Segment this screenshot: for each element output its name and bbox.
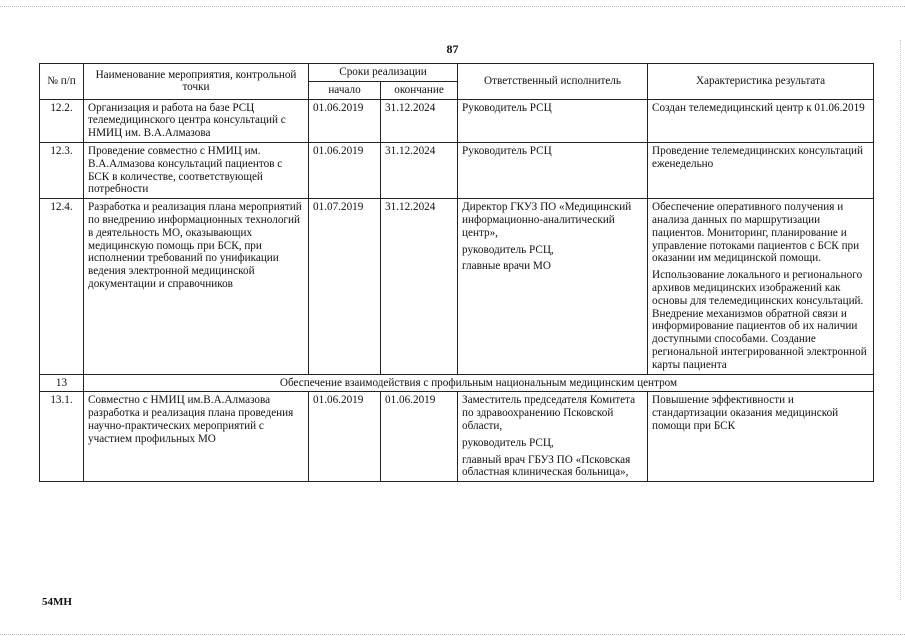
executor-line: руководитель РСЦ, xyxy=(462,436,554,449)
row-name: Проведение совместно с НМИЦ им. В.А.Алмазова консультаций пациентов с БСК в количестве, соответствующей потребности xyxy=(84,142,309,198)
row-end: 01.06.2019 xyxy=(381,392,458,482)
row-start: 01.06.2019 xyxy=(309,392,381,482)
section-num: 13 xyxy=(40,374,84,392)
result-paragraph: Проведение телемедицинских консультаций еженедельно xyxy=(652,144,864,170)
row-num: 12.4. xyxy=(40,199,84,374)
scan-bottom-edge xyxy=(0,634,905,635)
page-number: 87 xyxy=(446,42,459,56)
plan-table xyxy=(39,63,874,482)
table-row xyxy=(40,199,874,374)
header-name: Наименование мероприятия, контрольной точки xyxy=(84,64,309,100)
executor-line: Директор ГКУЗ ПО «Медицинский информационно-аналитический центр», xyxy=(462,201,632,239)
header-row xyxy=(40,64,874,82)
row-num: 13.1. xyxy=(40,392,84,482)
executor-line: руководитель РСЦ, xyxy=(462,243,554,256)
table-row xyxy=(40,142,874,198)
row-start: 01.07.2019 xyxy=(309,199,381,374)
row-executor xyxy=(458,99,648,142)
row-start: 01.06.2019 xyxy=(309,142,381,198)
row-start: 01.06.2019 xyxy=(309,99,381,142)
executor-line: Руководитель РСЦ xyxy=(462,144,552,157)
row-executor xyxy=(458,392,648,482)
row-result xyxy=(648,392,874,482)
section-title: Обеспечение взаимодействия с профильным национальным медицинским центром xyxy=(84,374,874,392)
header-num: № п/п xyxy=(40,64,84,100)
scan-top-edge xyxy=(0,6,905,7)
footer-code: 54МН xyxy=(42,596,72,608)
row-result xyxy=(648,99,874,142)
header-terms: Сроки реализации xyxy=(309,64,458,82)
header-executor: Ответственный исполнитель xyxy=(458,64,648,100)
header-result: Характеристика результата xyxy=(648,64,874,100)
result-paragraph: Создан телемедицинский центр к 01.06.2019 xyxy=(652,101,865,114)
row-name: Разработка и реализация плана мероприятий по внедрению информационных технологий в деятельность МО, оказывающих медицинскую помощь при БСК, при исполнении требований по унификации ведения электронной медицинской документации и справочников xyxy=(84,199,309,374)
table-row xyxy=(40,392,874,482)
result-paragraph: Обеспечение оперативного получения и анализа данных по маршрутизации пациентов. Мониторинг, планирование и управление потоками пациентов с БСК при оказании им медицинской помощи. xyxy=(652,201,860,265)
scan-right-edge xyxy=(900,40,901,600)
executor-line: Заместитель председателя Комитета по здравоохранению Псковской области, xyxy=(462,394,636,432)
row-result xyxy=(648,142,874,198)
row-num: 12.2. xyxy=(40,99,84,142)
row-result xyxy=(648,199,874,374)
section-row xyxy=(40,374,874,392)
row-executor xyxy=(458,199,648,374)
executor-line: главный врач ГБУЗ ПО «Псковская областная клиническая больница», xyxy=(462,453,631,479)
row-name: Организация и работа на базе РСЦ телемедицинского центра консультаций с НМИЦ им. В.А.Алмазова xyxy=(84,99,309,142)
result-paragraph: Использование локального и регионального архивов медицинских изображений как основы для телемедицинских консультаций. Внедрение механизмов обратной связи и информирование пациентов об их наличии доступными способами. Создание региональной интегрированной электронной карты пациента xyxy=(652,269,867,371)
header-end: окончание xyxy=(381,81,458,99)
executor-line: главные врачи МО xyxy=(462,260,551,273)
row-end: 31.12.2024 xyxy=(381,142,458,198)
row-name: Совместно с НМИЦ им.В.А.Алмазова разработка и реализация плана проведения научно-практических мероприятий с участием профильных МО xyxy=(84,392,309,482)
row-end: 31.12.2024 xyxy=(381,199,458,374)
row-num: 12.3. xyxy=(40,142,84,198)
table-row xyxy=(40,99,874,142)
row-end: 31.12.2024 xyxy=(381,99,458,142)
header-start: начало xyxy=(309,81,381,99)
executor-line: Руководитель РСЦ xyxy=(462,101,552,114)
row-executor xyxy=(458,142,648,198)
result-paragraph: Повышение эффективности и стандартизации оказания медицинской помощи при БСК xyxy=(652,394,839,432)
